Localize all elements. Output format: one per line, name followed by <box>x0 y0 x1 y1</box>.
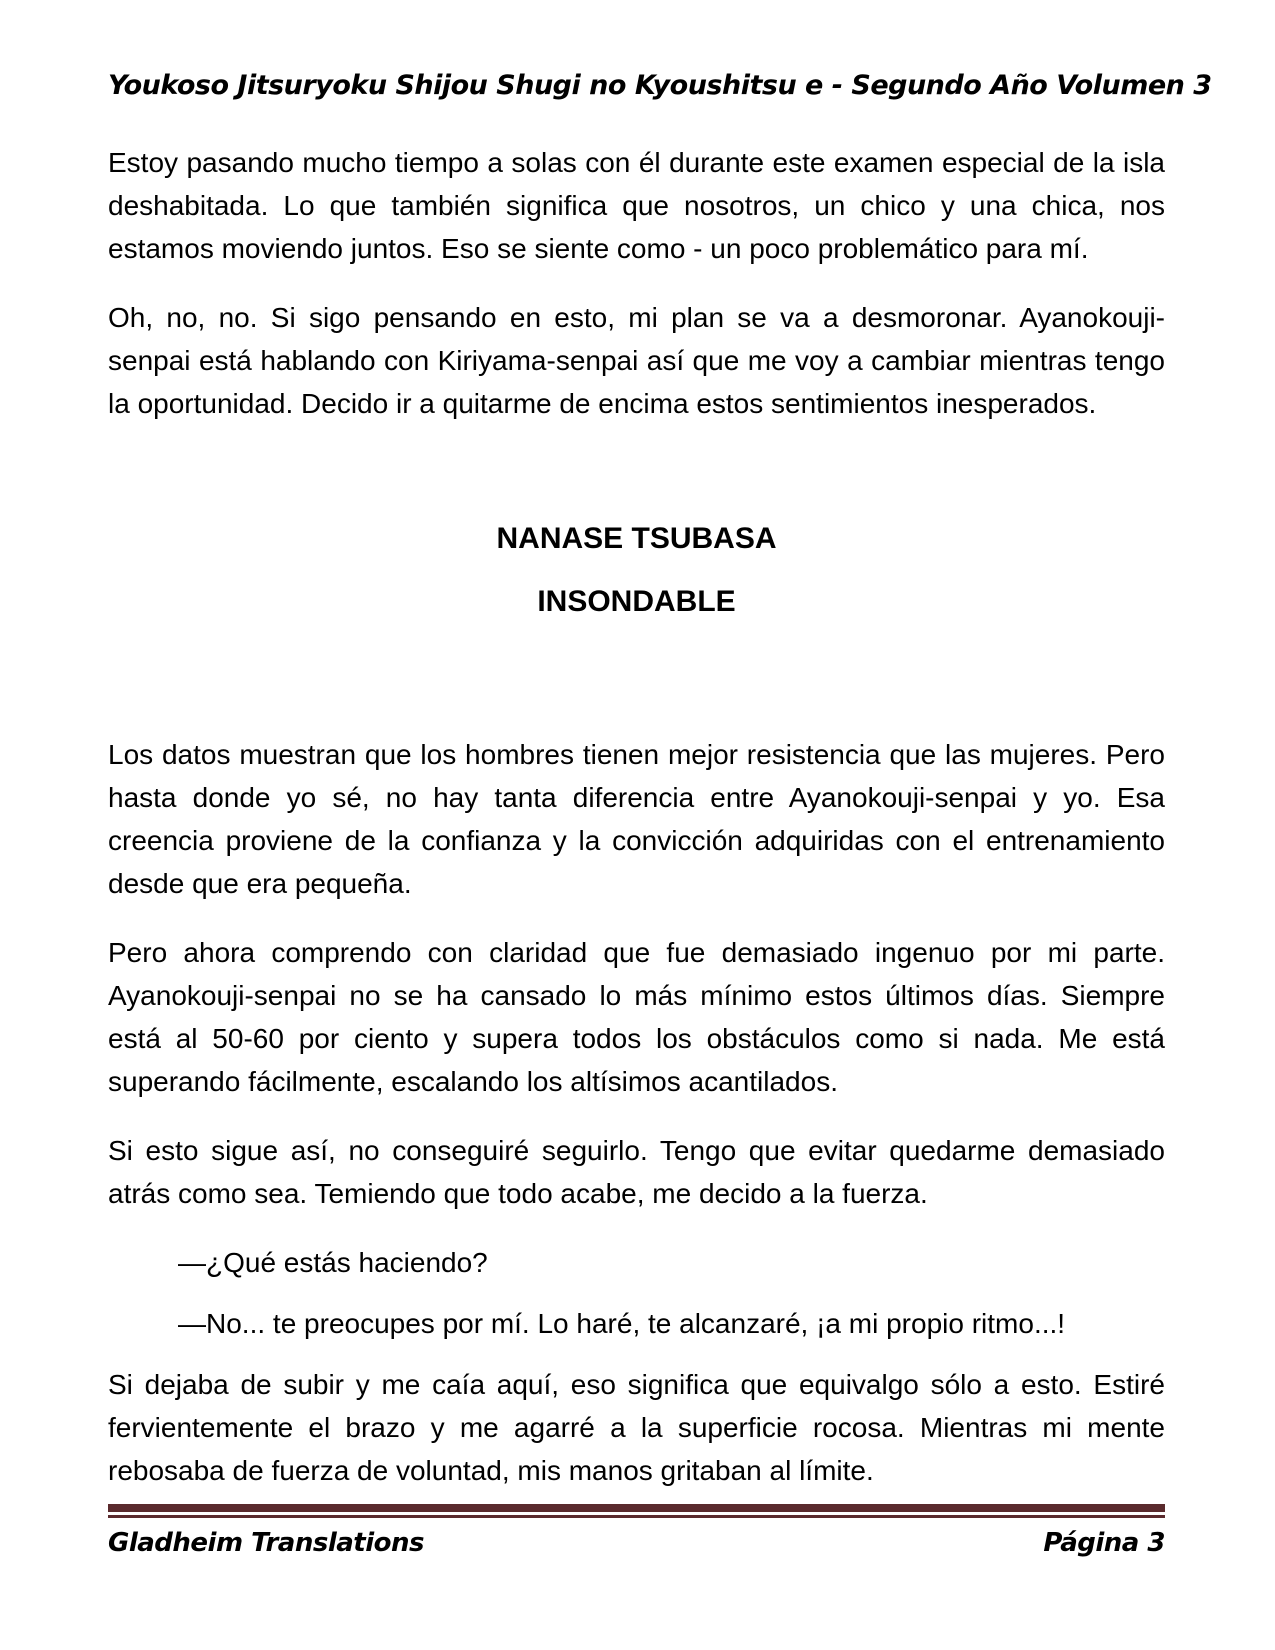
section-title: NANASE TSUBASA <box>496 522 777 555</box>
paragraph: Estoy pasando mucho tiempo a solas con él durante este examen especial de la isla deshabitada. Lo que también significa que nosotros, un chico y una chica, nos estamos moviendo juntos. Eso se siente como - un poco problemático para mí. <box>108 147 1165 264</box>
paragraph: Los datos muestran que los hombres tienen mejor resistencia que las mujeres. Pero hasta donde yo sé, no hay tanta diferencia entre Ayanokouji-senpai y yo. Esa creencia proviene de la confianza y la convicción adquiridas con el entrenamiento desde que era pequeña. <box>108 739 1165 899</box>
footer-translator-credit: Gladheim Translations <box>108 1528 424 1558</box>
page-footer <box>108 1504 1165 1558</box>
section-subtitle: INSONDABLE <box>537 585 736 618</box>
page-header-title: Youkoso Jitsuryoku Shijou Shugi no Kyoushitsu e - Segundo Año Volumen 3 <box>108 70 1212 101</box>
dialogue-line: —¿Qué estás haciendo? <box>178 1247 488 1278</box>
footer-rule-thick <box>108 1504 1165 1512</box>
footer-rule-thin <box>108 1515 1165 1518</box>
paragraph: Oh, no, no. Si sigo pensando en esto, mi plan se va a desmoronar. Ayanokouji-senpai está hablando con Kiriyama-senpai así que me voy a cambiar mientras tengo la oportunidad. Decido ir a quitarme de encima estos sentimientos inesperados. <box>108 302 1165 419</box>
spacer <box>108 623 1165 733</box>
page-content <box>108 70 1212 1518</box>
dialogue-line: —No... te preocupes por mí. Lo haré, te alcanzaré, ¡a mi propio ritmo...! <box>178 1308 1066 1339</box>
paragraph: Si dejaba de subir y me caía aquí, eso significa que equivalgo sólo a esto. Estiré fervientemente el brazo y me agarré a la superficie rocosa. Mientras mi mente rebosaba de fuerza de voluntad, mis manos gritaban al límite. <box>108 1369 1165 1486</box>
paragraph: Si esto sigue así, no conseguiré seguirlo. Tengo que evitar quedarme demasiado atrás como sea. Temiendo que todo acabe, me decido a la fuerza. <box>108 1135 1165 1209</box>
footer-text-row <box>108 1528 1165 1558</box>
paragraph: Pero ahora comprendo con claridad que fue demasiado ingenuo por mi parte. Ayanokouji-senpai no se ha cansado lo más mínimo estos últimos días. Siempre está al 50-60 por ciento y supera todos los obstáculos como si nada. Me está superando fácilmente, escalando los altísimos acantilados. <box>108 937 1165 1097</box>
footer-page-number: Página 3 <box>1043 1528 1165 1558</box>
